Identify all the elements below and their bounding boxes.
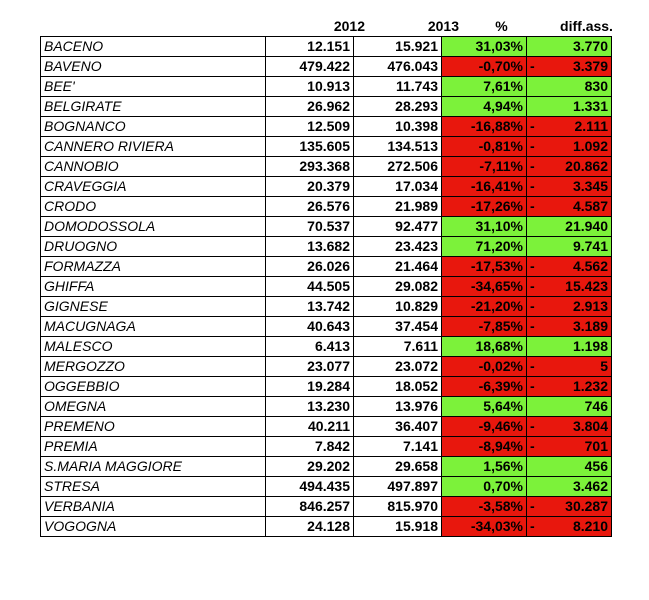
cell-2012[interactable]: 44.505 (266, 277, 354, 297)
cell-municipality[interactable]: S.MARIA MAGGIORE (41, 457, 266, 477)
minus-sign: - (530, 258, 535, 274)
cell-percent[interactable]: -21,20% (442, 297, 527, 317)
cell-percent[interactable]: 1,56% (442, 457, 527, 477)
cell-2012[interactable]: 23.077 (266, 357, 354, 377)
table-row (41, 157, 612, 177)
table-row (41, 257, 612, 277)
minus-sign: - (530, 498, 535, 514)
table-row (41, 417, 612, 437)
cell-diff[interactable] (527, 337, 612, 357)
minus-sign: - (530, 518, 535, 534)
cell-diff[interactable] (527, 517, 612, 537)
cell-percent[interactable]: -6,39% (442, 377, 527, 397)
cell-municipality[interactable]: CANNERO RIVIERA (41, 137, 266, 157)
diff-value: 4.562 (572, 258, 608, 274)
minus-sign: - (530, 418, 535, 434)
minus-sign: - (530, 58, 535, 74)
cell-municipality[interactable]: GHIFFA (41, 277, 266, 297)
diff-value: 30.287 (565, 498, 608, 514)
cell-percent[interactable]: 4,94% (442, 97, 527, 117)
cell-percent[interactable]: 5,64% (442, 397, 527, 417)
minus-sign: - (530, 158, 535, 174)
cell-municipality[interactable]: BEE' (41, 77, 266, 97)
cell-municipality[interactable]: DOMODOSSOLA (41, 217, 266, 237)
diff-value: 2.913 (572, 298, 608, 314)
cell-2013[interactable]: 10.398 (354, 117, 442, 137)
table-row (41, 57, 612, 77)
cell-2013[interactable]: 815.970 (354, 497, 442, 517)
cell-2013[interactable]: 28.293 (354, 97, 442, 117)
diff-value: 3.770 (572, 38, 608, 54)
minus-sign: - (530, 318, 535, 334)
cell-2013[interactable]: 15.921 (354, 37, 442, 57)
table-row (41, 437, 612, 457)
cell-municipality[interactable]: DRUOGNO (41, 237, 266, 257)
diff-value: 2.111 (574, 118, 608, 134)
spreadsheet (40, 14, 629, 537)
minus-sign: - (530, 438, 535, 454)
cell-percent[interactable]: -34,03% (442, 517, 527, 537)
cell-municipality[interactable]: VOGOGNA (41, 517, 266, 537)
table-row (41, 277, 612, 297)
cell-municipality[interactable]: GIGNESE (41, 297, 266, 317)
cell-2012[interactable]: 29.202 (266, 457, 354, 477)
cell-2012[interactable]: 293.368 (266, 157, 354, 177)
cell-percent[interactable]: 31,03% (442, 37, 527, 57)
cell-diff[interactable] (527, 237, 612, 257)
cell-2013[interactable]: 36.407 (354, 417, 442, 437)
cell-municipality[interactable]: BOGNANCO (41, 117, 266, 137)
cell-municipality[interactable]: CRODO (41, 197, 266, 217)
table-row (41, 377, 612, 397)
table-row (41, 357, 612, 377)
cell-municipality[interactable]: FORMAZZA (41, 257, 266, 277)
table-row (41, 497, 612, 517)
cell-diff[interactable] (527, 357, 612, 377)
cell-municipality[interactable]: BELGIRATE (41, 97, 266, 117)
diff-value: 3.189 (572, 318, 608, 334)
cell-2013[interactable]: 11.743 (354, 77, 442, 97)
cell-diff[interactable] (527, 37, 612, 57)
cell-2013[interactable]: 13.976 (354, 397, 442, 417)
minus-sign: - (530, 298, 535, 314)
diff-value: 1.331 (572, 98, 608, 114)
cell-municipality[interactable]: STRESA (41, 477, 266, 497)
header-diff: diff.ass. (560, 18, 613, 34)
cell-diff[interactable] (527, 197, 612, 217)
cell-diff[interactable] (527, 257, 612, 277)
cell-municipality[interactable]: VERBANIA (41, 497, 266, 517)
cell-2013[interactable]: 92.477 (354, 217, 442, 237)
cell-municipality[interactable]: MERGOZZO (41, 357, 266, 377)
diff-value: 8.210 (572, 518, 608, 534)
cell-2013[interactable]: 21.464 (354, 257, 442, 277)
cell-2012[interactable]: 24.128 (266, 517, 354, 537)
cell-2012[interactable]: 13.742 (266, 297, 354, 317)
cell-diff[interactable] (527, 277, 612, 297)
diff-value: 5 (600, 358, 608, 374)
cell-diff[interactable] (527, 457, 612, 477)
cell-2013[interactable]: 23.423 (354, 237, 442, 257)
minus-sign: - (530, 198, 535, 214)
cell-2012[interactable]: 12.509 (266, 117, 354, 137)
cell-2012[interactable]: 26.026 (266, 257, 354, 277)
cell-2012[interactable]: 13.230 (266, 397, 354, 417)
cell-municipality[interactable]: MALESCO (41, 337, 266, 357)
diff-value: 9.741 (572, 238, 608, 254)
header-row (40, 14, 629, 34)
cell-2012[interactable]: 846.257 (266, 497, 354, 517)
cell-2013[interactable]: 476.043 (354, 57, 442, 77)
cell-2012[interactable]: 20.379 (266, 177, 354, 197)
minus-sign: - (530, 138, 535, 154)
cell-diff[interactable] (527, 77, 612, 97)
minus-sign: - (530, 378, 535, 394)
diff-value: 3.345 (572, 178, 608, 194)
table-row (41, 517, 612, 537)
minus-sign: - (530, 178, 535, 194)
cell-diff[interactable] (527, 117, 612, 137)
cell-municipality[interactable]: CANNOBIO (41, 157, 266, 177)
cell-percent[interactable]: -0,02% (442, 357, 527, 377)
cell-diff[interactable] (527, 137, 612, 157)
cell-diff[interactable] (527, 477, 612, 497)
cell-diff[interactable] (527, 497, 612, 517)
cell-2012[interactable]: 19.284 (266, 377, 354, 397)
minus-sign: - (530, 118, 535, 134)
cell-2013[interactable]: 10.829 (354, 297, 442, 317)
diff-value: 3.379 (572, 58, 608, 74)
cell-municipality[interactable]: PREMIA (41, 437, 266, 457)
header-percent: % (495, 18, 508, 34)
diff-value: 746 (584, 398, 608, 414)
cell-diff[interactable] (527, 317, 612, 337)
cell-percent[interactable]: -34,65% (442, 277, 527, 297)
cell-municipality[interactable]: BAVENO (41, 57, 266, 77)
cell-percent[interactable]: 31,10% (442, 217, 527, 237)
table-row (41, 457, 612, 477)
cell-2013[interactable]: 37.454 (354, 317, 442, 337)
minus-sign: - (530, 278, 535, 294)
cell-municipality[interactable]: PREMENO (41, 417, 266, 437)
table-row (41, 397, 612, 417)
cell-2012[interactable]: 40.211 (266, 417, 354, 437)
cell-percent[interactable]: 7,61% (442, 77, 527, 97)
cell-2012[interactable]: 494.435 (266, 477, 354, 497)
cell-2013[interactable]: 134.513 (354, 137, 442, 157)
cell-2012[interactable]: 6.413 (266, 337, 354, 357)
cell-2013[interactable]: 7.611 (354, 337, 442, 357)
cell-2012[interactable]: 135.605 (266, 137, 354, 157)
table-row (41, 137, 612, 157)
table-row (41, 217, 612, 237)
diff-value: 1.198 (572, 338, 608, 354)
diff-value: 830 (584, 78, 608, 94)
cell-diff[interactable] (527, 297, 612, 317)
cell-2012[interactable]: 26.962 (266, 97, 354, 117)
diff-value: 456 (584, 458, 608, 474)
diff-value: 3.462 (572, 478, 608, 494)
cell-diff[interactable] (527, 157, 612, 177)
cell-percent[interactable]: -17,53% (442, 257, 527, 277)
cell-2012[interactable]: 10.913 (266, 77, 354, 97)
table-row (41, 237, 612, 257)
cell-percent[interactable]: -0,81% (442, 137, 527, 157)
diff-value: 15.423 (565, 278, 608, 294)
cell-2013[interactable]: 29.658 (354, 457, 442, 477)
diff-value: 1.232 (572, 378, 608, 394)
table-row (41, 177, 612, 197)
cell-percent[interactable]: 71,20% (442, 237, 527, 257)
cell-percent[interactable]: -3,58% (442, 497, 527, 517)
header-2013: 2013 (427, 18, 459, 34)
cell-2013[interactable]: 23.072 (354, 357, 442, 377)
cell-percent[interactable]: -9,46% (442, 417, 527, 437)
table-row (41, 297, 612, 317)
cell-percent[interactable]: -16,88% (442, 117, 527, 137)
cell-2012[interactable]: 26.576 (266, 197, 354, 217)
cell-2013[interactable]: 15.918 (354, 517, 442, 537)
cell-municipality[interactable]: OMEGNA (41, 397, 266, 417)
cell-diff[interactable] (527, 217, 612, 237)
cell-percent[interactable]: 0,70% (442, 477, 527, 497)
cell-diff[interactable] (527, 377, 612, 397)
cell-percent[interactable]: -16,41% (442, 177, 527, 197)
table-row (41, 37, 612, 57)
cell-2013[interactable]: 21.989 (354, 197, 442, 217)
diff-value: 1.092 (572, 138, 608, 154)
cell-2013[interactable]: 17.034 (354, 177, 442, 197)
cell-diff[interactable] (527, 417, 612, 437)
cell-diff[interactable] (527, 57, 612, 77)
cell-2013[interactable]: 7.141 (354, 437, 442, 457)
diff-value: 20.862 (565, 158, 608, 174)
diff-value: 21.940 (565, 218, 608, 234)
cell-municipality[interactable]: CRAVEGGIA (41, 177, 266, 197)
table-row (41, 477, 612, 497)
diff-value: 3.804 (572, 418, 608, 434)
cell-2013[interactable]: 18.052 (354, 377, 442, 397)
cell-2013[interactable]: 497.897 (354, 477, 442, 497)
table-row (41, 337, 612, 357)
cell-2012[interactable]: 13.682 (266, 237, 354, 257)
table-row (41, 77, 612, 97)
table-row (41, 197, 612, 217)
cell-diff[interactable] (527, 177, 612, 197)
data-table (40, 36, 612, 537)
minus-sign: - (530, 358, 535, 374)
table-row (41, 97, 612, 117)
cell-percent[interactable]: -0,70% (442, 57, 527, 77)
cell-2012[interactable]: 70.537 (266, 217, 354, 237)
cell-percent[interactable]: -7,85% (442, 317, 527, 337)
cell-municipality[interactable]: OGGEBBIO (41, 377, 266, 397)
diff-value: 4.587 (572, 198, 608, 214)
cell-municipality[interactable]: BACENO (41, 37, 266, 57)
table-row (41, 317, 612, 337)
cell-2013[interactable]: 272.506 (354, 157, 442, 177)
cell-municipality[interactable]: MACUGNAGA (41, 317, 266, 337)
cell-percent[interactable]: 18,68% (442, 337, 527, 357)
cell-percent[interactable]: -8,94% (442, 437, 527, 457)
cell-percent[interactable]: -7,11% (442, 157, 527, 177)
table-row (41, 117, 612, 137)
cell-diff[interactable] (527, 397, 612, 417)
header-2012: 2012 (333, 18, 365, 34)
diff-value: 701 (584, 438, 608, 454)
cell-2012[interactable]: 479.422 (266, 57, 354, 77)
cell-2013[interactable]: 29.082 (354, 277, 442, 297)
cell-2012[interactable]: 12.151 (266, 37, 354, 57)
cell-2012[interactable]: 40.643 (266, 317, 354, 337)
cell-diff[interactable] (527, 97, 612, 117)
cell-diff[interactable] (527, 437, 612, 457)
cell-percent[interactable]: -17,26% (442, 197, 527, 217)
cell-2012[interactable]: 7.842 (266, 437, 354, 457)
